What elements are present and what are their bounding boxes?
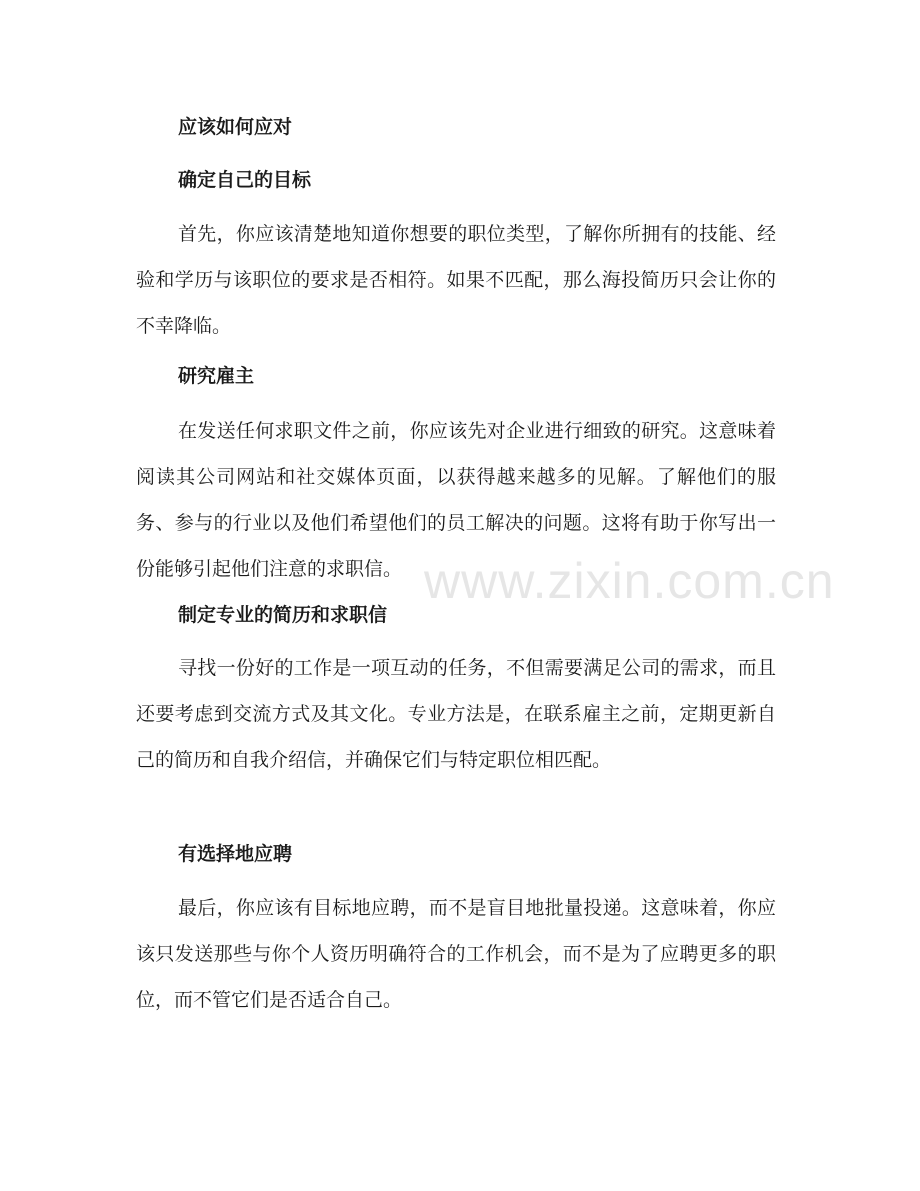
section-paragraph-resume: 寻找一份好的工作是一项互动的任务，不但需要满足公司的需求，而且还要考虑到交流方式及其文化。专业方法是，在联系雇主之前，定期更新自己的简历和自我介绍信，并确保它们与特定职位相匹配。: [136, 657, 776, 771]
section-heading-goal: 确定自己的目标: [178, 169, 312, 191]
section-heading-apply: 有选择地应聘: [178, 843, 293, 865]
section-heading-resume: 制定专业的简历和求职信: [178, 604, 388, 626]
section-heading-employer: 研究雇主: [178, 365, 255, 387]
section-paragraph-apply: 最后，你应该有目标地应聘，而不是盲目地批量投递。这意味着，你应该只发送那些与你个人资历明确符合的工作机会，而不是为了应聘更多的职位，而不管它们是否适合自己。: [136, 897, 776, 1011]
section-paragraph-employer: 在发送任何求职文件之前，你应该先对企业进行细致的研究。这意味着阅读其公司网站和社交媒体页面，以获得越来越多的见解。了解他们的服务、参与的行业以及他们希望他们的员工解决的问题。这将有助于你写出一份能够引起他们注意的求职信。: [136, 420, 776, 580]
section-heading-response: 应该如何应对: [178, 116, 293, 138]
watermark: www.zixin.com.cn: [424, 553, 835, 609]
section-paragraph-goal: 首先，你应该清楚地知道你想要的职位类型，了解你所拥有的技能、经验和学历与该职位的要求是否相符。如果不匹配，那么海投简历只会让你的不幸降临。: [136, 223, 776, 337]
